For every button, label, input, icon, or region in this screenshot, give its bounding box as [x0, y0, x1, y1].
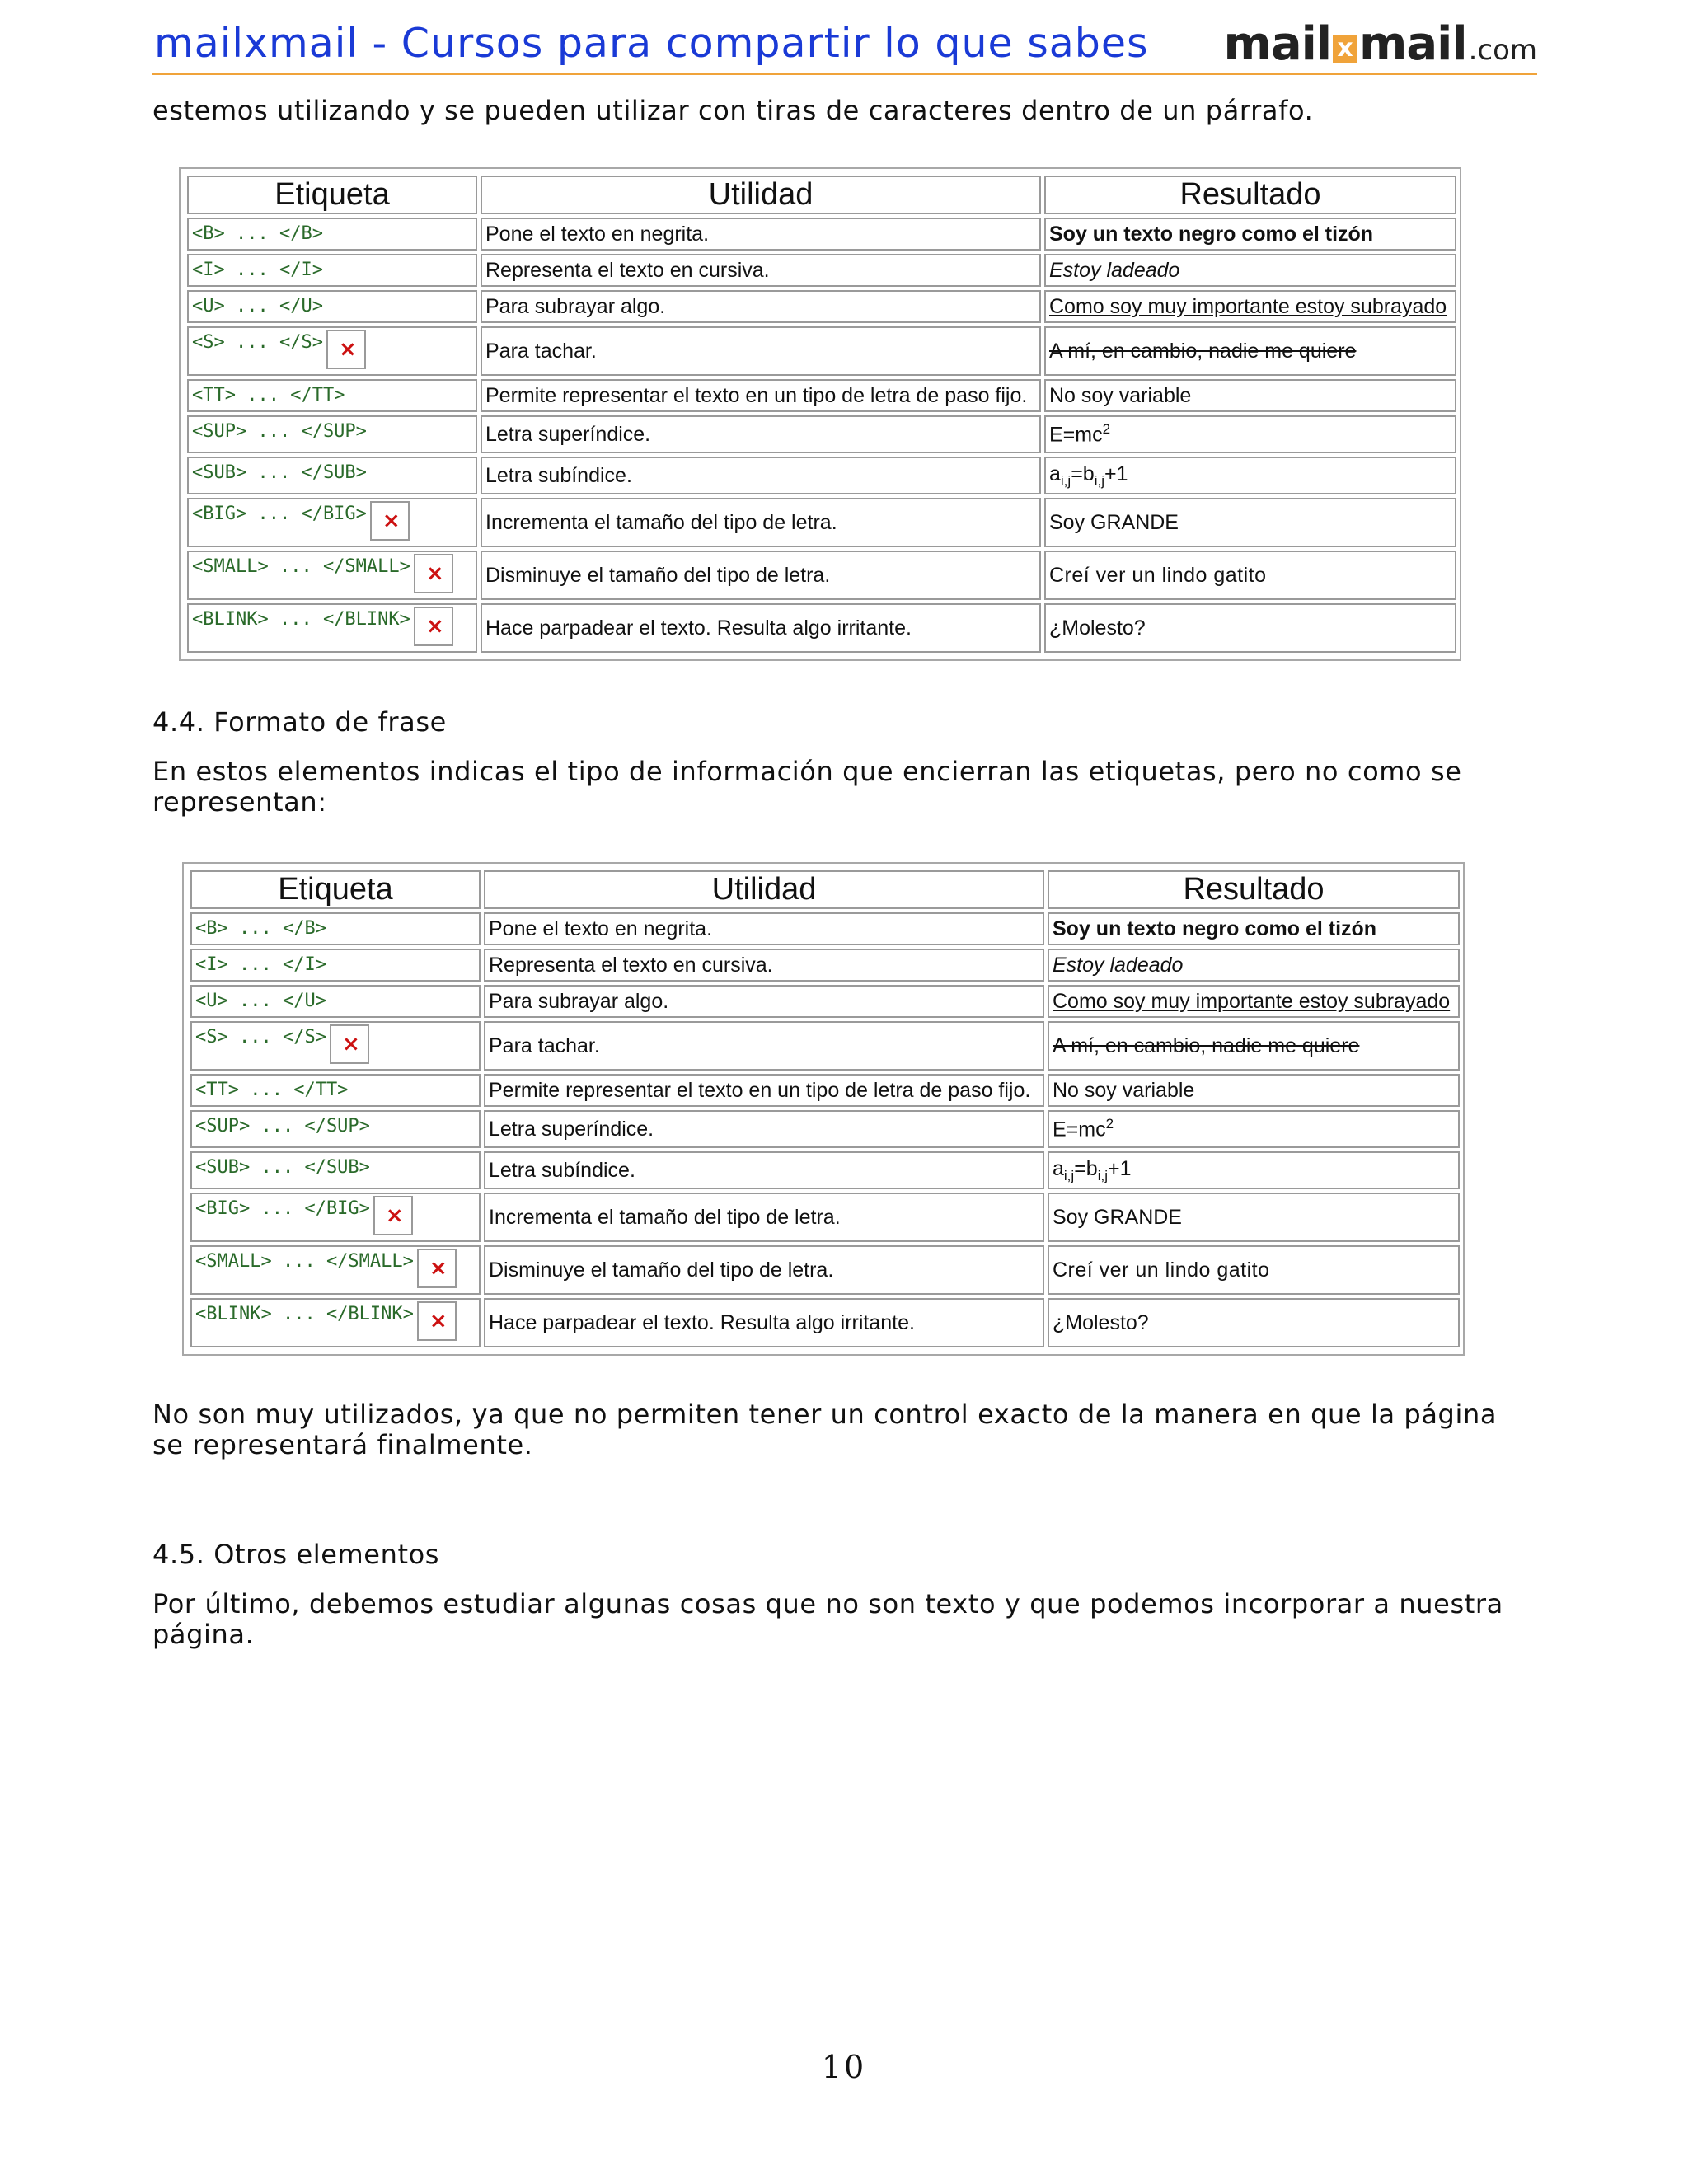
use-cell: Disminuye el tamaño del tipo de letra. — [484, 1245, 1044, 1295]
result-cell — [1048, 1193, 1460, 1242]
result-cell — [1044, 290, 1456, 323]
table-row — [190, 1298, 1460, 1347]
column-header: Utilidad — [481, 176, 1041, 214]
column-header: Resultado — [1048, 870, 1460, 909]
logo-x-icon: x — [1333, 35, 1357, 63]
tag-cell — [190, 1021, 481, 1071]
result-cell — [1044, 551, 1456, 600]
tag-code: <U> ... </U> — [195, 991, 326, 1011]
superscript-text: 2 — [1102, 421, 1111, 438]
tag-table-2 — [182, 862, 1465, 1356]
use-cell: Pone el texto en negrita. — [484, 912, 1044, 945]
tag-code: <SUB> ... </SUB> — [195, 1157, 370, 1178]
superscript-text: 2 — [1105, 1116, 1114, 1132]
result-text: Soy un texto negro como el tizón — [1049, 222, 1374, 246]
table-row — [190, 1193, 1460, 1242]
tag-code: <BLINK> ... </BLINK> — [195, 1304, 414, 1324]
mailxmail-logo — [1224, 16, 1538, 69]
tag-code: <SUP> ... </SUP> — [195, 1116, 370, 1137]
result-text: Creí ver un lindo gatito — [1049, 563, 1267, 587]
logo-word-mail-2: mail — [1359, 17, 1467, 71]
broken-image-icon — [330, 1024, 369, 1064]
table-body — [190, 912, 1460, 1347]
tag-code: <S> ... </S> — [195, 1027, 326, 1047]
tag-cell — [187, 254, 477, 287]
table-row — [190, 1074, 1460, 1107]
subscript-text: i,j — [1094, 472, 1104, 489]
tag-cell — [190, 985, 481, 1018]
tag-code: <SUP> ... </SUP> — [192, 421, 367, 442]
tag-table-1-grid — [184, 172, 1460, 656]
use-cell: Letra subíndice. — [481, 457, 1041, 494]
result-cell — [1048, 1245, 1460, 1295]
section-4-4-heading: 4.4. Formato de frase — [152, 706, 447, 738]
table-row — [190, 1151, 1460, 1189]
tag-cell — [187, 218, 477, 251]
tag-code: <S> ... </S> — [192, 332, 323, 353]
tag-cell — [190, 1110, 481, 1148]
result-text: Soy un texto negro como el tizón — [1053, 916, 1377, 940]
column-header: Etiqueta — [190, 870, 481, 909]
broken-image-icon — [373, 1196, 413, 1235]
result-cell — [1044, 326, 1456, 376]
tag-cell — [190, 1193, 481, 1242]
site-title: mailxmail - Cursos para compartir lo que sabes — [154, 20, 1149, 67]
tag-cell — [190, 1245, 481, 1295]
result-text: ¿Molesto? — [1053, 1310, 1149, 1334]
result-text: =b — [1074, 1156, 1098, 1180]
use-cell: Para subrayar algo. — [484, 985, 1044, 1018]
result-cell — [1048, 1151, 1460, 1189]
table-row — [187, 603, 1456, 653]
result-cell — [1048, 1021, 1460, 1071]
result-cell — [1044, 498, 1456, 547]
result-text: Soy GRANDE — [1053, 1205, 1182, 1229]
result-text: Como soy muy importante estoy subrayado — [1053, 989, 1451, 1013]
section-4-5-paragraph: Por último, debemos estudiar algunas cosas que no son texto y que podemos incorporar a nuestra página. — [152, 1588, 1503, 1650]
result-cell — [1044, 457, 1456, 494]
use-cell: Para tachar. — [484, 1021, 1044, 1071]
table-row — [187, 457, 1456, 494]
result-text: =b — [1071, 462, 1095, 485]
table-header-row — [190, 870, 1460, 909]
subscript-text: i,j — [1063, 1167, 1075, 1183]
use-cell: Para subrayar algo. — [481, 290, 1041, 323]
result-text: Creí ver un lindo gatito — [1053, 1258, 1270, 1282]
tag-cell — [190, 949, 481, 982]
result-text: a — [1053, 1156, 1064, 1180]
table-row — [190, 1245, 1460, 1295]
tag-code: <I> ... </I> — [195, 954, 326, 975]
tag-code: <BIG> ... </BIG> — [195, 1198, 370, 1219]
table-row — [187, 379, 1456, 412]
result-cell — [1044, 379, 1456, 412]
table-row — [187, 218, 1456, 251]
broken-image-icon — [417, 1301, 457, 1341]
table-row — [187, 326, 1456, 376]
result-text: Estoy ladeado — [1053, 953, 1184, 977]
table-header-row — [187, 176, 1456, 214]
result-text: E=mc — [1049, 423, 1103, 447]
table-row — [187, 498, 1456, 547]
result-text: ¿Molesto? — [1049, 616, 1146, 640]
subscript-text: i,j — [1060, 472, 1071, 489]
broken-image-icon — [414, 554, 453, 593]
intro-line: estemos utilizando y se pueden utilizar con tiras de caracteres dentro de un párrafo. — [152, 95, 1314, 126]
result-cell — [1048, 1074, 1460, 1107]
tag-code: <TT> ... </TT> — [195, 1080, 349, 1100]
table-row — [190, 912, 1460, 945]
use-cell: Hace parpadear el texto. Resulta algo irritante. — [481, 603, 1041, 653]
result-text: A mí, en cambio, nadie me quiere — [1049, 339, 1357, 363]
tag-cell — [187, 326, 477, 376]
use-cell: Permite representar el texto en un tipo de letra de paso fijo. — [484, 1074, 1044, 1107]
result-cell — [1048, 1110, 1460, 1148]
table-body — [187, 218, 1456, 653]
subscript-text: i,j — [1097, 1167, 1108, 1183]
result-cell — [1044, 603, 1456, 653]
table-row — [190, 1021, 1460, 1071]
tag-code: <B> ... </B> — [195, 918, 326, 939]
logo-word-mail: mail — [1223, 17, 1332, 71]
result-cell — [1048, 1298, 1460, 1347]
tag-cell — [187, 551, 477, 600]
table-row — [187, 415, 1456, 453]
result-text: +1 — [1104, 462, 1128, 485]
broken-image-icon — [326, 330, 366, 369]
page-number: 10 — [821, 2049, 867, 2085]
tag-code: <SMALL> ... </SMALL> — [195, 1251, 414, 1272]
tag-code: <TT> ... </TT> — [192, 385, 345, 405]
result-cell — [1048, 949, 1460, 982]
tag-code: <B> ... </B> — [192, 223, 323, 244]
result-text: Estoy ladeado — [1049, 258, 1180, 282]
tag-table-2-grid — [187, 867, 1463, 1351]
tag-cell — [187, 603, 477, 653]
use-cell: Letra superíndice. — [481, 415, 1041, 453]
result-text: Como soy muy importante estoy subrayado — [1049, 294, 1447, 318]
tag-code: <BLINK> ... </BLINK> — [192, 609, 410, 630]
result-cell — [1044, 254, 1456, 287]
page-header — [152, 15, 1537, 75]
tag-cell — [190, 1298, 481, 1347]
result-cell — [1044, 415, 1456, 453]
use-cell: Pone el texto en negrita. — [481, 218, 1041, 251]
tag-cell — [187, 498, 477, 547]
table-row — [190, 949, 1460, 982]
column-header: Etiqueta — [187, 176, 477, 214]
broken-image-icon — [417, 1249, 457, 1288]
use-cell: Letra superíndice. — [484, 1110, 1044, 1148]
broken-image-icon — [414, 607, 453, 646]
result-text: A mí, en cambio, nadie me quiere — [1053, 1033, 1360, 1057]
result-cell — [1048, 985, 1460, 1018]
table-row — [187, 290, 1456, 323]
table-row — [187, 551, 1456, 600]
result-text: a — [1049, 462, 1061, 485]
tag-cell — [187, 457, 477, 494]
section-4-4-paragraph: En estos elementos indicas el tipo de información que encierran las etiquetas, pero no como se representan: — [152, 756, 1462, 818]
tag-table-1 — [179, 167, 1461, 661]
table-row — [190, 985, 1460, 1018]
result-text: E=mc — [1053, 1118, 1106, 1141]
result-cell — [1044, 218, 1456, 251]
column-header: Resultado — [1044, 176, 1456, 214]
use-cell: Disminuye el tamaño del tipo de letra. — [481, 551, 1041, 600]
result-cell — [1048, 912, 1460, 945]
use-cell: Permite representar el texto en un tipo de letra de paso fijo. — [481, 379, 1041, 412]
broken-image-icon — [370, 501, 410, 541]
use-cell: Letra subíndice. — [484, 1151, 1044, 1189]
after-table-paragraph: No son muy utilizados, ya que no permiten tener un control exacto de la manera en que la página se representará finalmente. — [152, 1399, 1498, 1460]
tag-cell — [187, 379, 477, 412]
tag-code: <SMALL> ... </SMALL> — [192, 556, 410, 577]
result-text: No soy variable — [1049, 383, 1192, 407]
tag-cell — [190, 912, 481, 945]
result-text: No soy variable — [1053, 1078, 1195, 1102]
use-cell: Para tachar. — [481, 326, 1041, 376]
tag-cell — [190, 1151, 481, 1189]
table-row — [187, 254, 1456, 287]
use-cell: Representa el texto en cursiva. — [481, 254, 1041, 287]
tag-cell — [190, 1074, 481, 1107]
tag-code: <I> ... </I> — [192, 260, 323, 280]
use-cell: Representa el texto en cursiva. — [484, 949, 1044, 982]
tag-cell — [187, 415, 477, 453]
tag-code: <BIG> ... </BIG> — [192, 504, 367, 524]
result-text: +1 — [1107, 1156, 1132, 1180]
use-cell: Incrementa el tamaño del tipo de letra. — [481, 498, 1041, 547]
column-header: Utilidad — [484, 870, 1044, 909]
logo-suffix: .com — [1468, 34, 1537, 67]
section-4-5-heading: 4.5. Otros elementos — [152, 1539, 440, 1570]
use-cell: Hace parpadear el texto. Resulta algo irritante. — [484, 1298, 1044, 1347]
use-cell: Incrementa el tamaño del tipo de letra. — [484, 1193, 1044, 1242]
table-row — [190, 1110, 1460, 1148]
tag-code: <U> ... </U> — [192, 296, 323, 316]
tag-code: <SUB> ... </SUB> — [192, 462, 367, 483]
tag-cell — [187, 290, 477, 323]
result-text: Soy GRANDE — [1049, 510, 1179, 534]
